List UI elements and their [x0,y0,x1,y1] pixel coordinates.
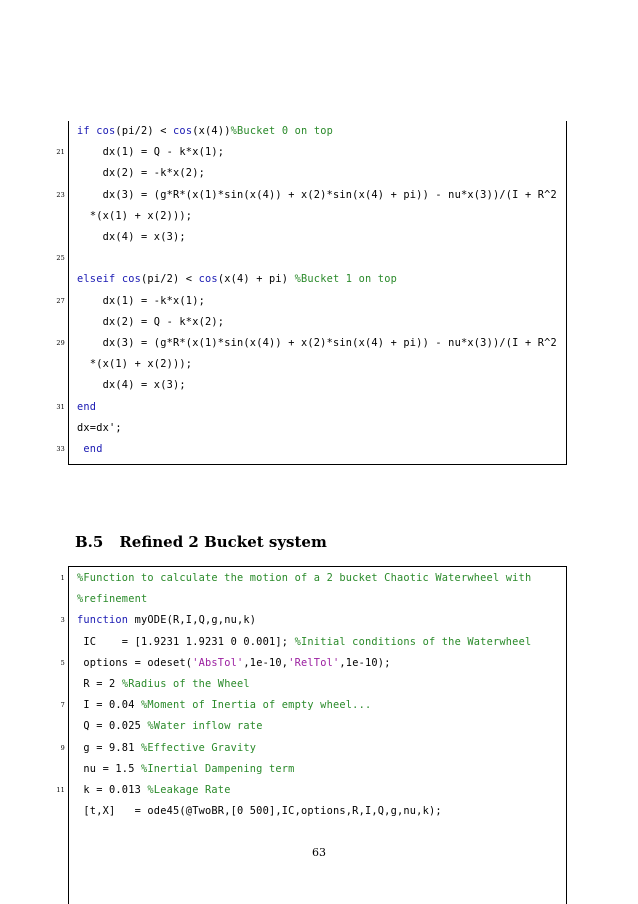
code-indent [77,379,103,391]
code-line [60,610,566,631]
code-keyword: cos [198,273,218,286]
code-indent [77,231,103,243]
code-line [56,333,566,354]
code-line [69,375,566,396]
code-keyword: cos [96,125,116,137]
code-line [56,142,566,163]
code-comment: %Bucket 1 on top [294,273,397,286]
code-comment: %refinement [77,593,148,606]
code-token: (pi/2) < [141,273,199,286]
code-token: dx(2) = -k*x(2); [102,167,205,180]
code-token: dx(3) = (g*R*(x(1)*sin(x(4)) + x(2)*sin(x(4) + pi)) - nu*x(3))/(I + R^2 [102,188,557,201]
code-line [56,439,566,460]
code-keyword: function [77,614,129,627]
code-line [69,632,566,653]
code-text [77,397,96,418]
code-text [77,610,256,631]
code-text [77,121,333,142]
code-token: (pi/2) < [115,125,174,137]
line-number: 7 [60,701,65,710]
code-line [69,674,566,695]
code-line [60,568,566,589]
code-keyword: end [77,400,97,413]
code-text [77,142,224,163]
code-indent [77,167,103,179]
code-line [69,269,566,290]
code-text [77,589,147,610]
code-comment: %Initial conditions of the Waterwheel [294,635,532,648]
code-line [69,801,566,822]
line-number: 11 [56,786,65,794]
code-line [69,227,566,248]
code-token: *(x(1) + x(2))); [89,209,193,222]
code-line [56,780,566,801]
code-comment: %Effective Gravity [141,741,257,754]
line-number: 27 [56,296,65,305]
code-indent [77,337,103,349]
code-line [56,397,566,418]
code-comment: %Inertial Dampening term [141,762,295,775]
code-text [77,674,250,695]
code-text [77,632,531,653]
code-comment: %Water inflow rate [147,720,263,733]
code-text [77,312,224,333]
code-listing-1 [56,121,567,465]
line-number: 5 [60,658,65,667]
code-indent [77,358,90,370]
code-comment: %Bucket 0 on top [230,125,334,137]
code-line [69,589,566,610]
code-text [77,759,295,780]
code-text [77,206,192,227]
code-line [60,695,566,716]
line-number: 21 [56,148,65,157]
code-token: dx(1) = Q - k*x(1); [102,146,225,159]
code-indent [77,146,103,158]
code-text [77,227,186,248]
code-keyword: cos [173,125,193,137]
code-token: IC = [1.9231 1.9231 0 0.001]; [83,635,295,648]
code-line [60,738,566,759]
line-number: 3 [60,616,65,625]
page-number: 63 [312,846,326,859]
code-line [56,291,566,312]
line-number: 1 [60,574,65,582]
code-indent [77,295,103,307]
code-line [69,759,566,780]
code-indent [77,189,103,201]
code-token: dx(4) = x(3); [102,379,186,392]
code-line [69,206,566,227]
code-comment: %Function to calculate the motion of a 2 bucket Chaotic Waterwheel with [77,572,532,584]
code-token: myODE(R,I,Q,g,nu,k) [128,614,257,627]
code-text [77,418,122,439]
code-comment: %Moment of Inertia of empty wheel... [141,699,372,712]
code-line [56,248,566,269]
code-text [77,716,263,737]
line-number: 33 [56,445,65,453]
code-token: dx(2) = Q - k*x(2); [102,315,225,328]
line-number: 25 [56,254,65,263]
line-number: 29 [56,339,65,347]
code-token: (x(4)) [192,125,231,137]
code-line [69,121,566,142]
code-keyword: elseif [77,273,116,286]
code-text [77,568,531,589]
code-token: dx(4) = x(3); [102,231,186,243]
code-text [77,185,557,206]
code-token: I = 0.04 [83,699,141,712]
code-line [69,163,566,184]
code-line [60,653,566,674]
code-token: *(x(1) + x(2))); [89,358,193,371]
code-string: 'AbsTol' [192,656,244,669]
code-line [69,354,566,375]
code-token: options = odeset( [83,656,193,669]
code-text [77,333,557,354]
code-string: 'RelTol' [288,656,340,669]
code-line [56,185,566,206]
code-text [77,291,205,312]
code-comment: %Leakage Rate [147,784,231,796]
code-indent [77,210,90,222]
code-text [77,354,192,375]
code-text [77,439,103,460]
code-keyword: cos [121,273,142,286]
code-text [77,780,231,801]
code-token: [t,X] = ode45(@TwoBR,[0 500],IC,options,R,I,Q,g,nu,k); [83,805,442,818]
code-comment: %Radius of the Wheel [121,678,250,690]
code-text [77,163,205,184]
code-text [77,695,371,716]
line-number: 9 [60,743,65,752]
code-token: dx=dx'; [77,421,122,434]
code-text [77,801,442,822]
code-token: ,1e-10); [339,656,391,669]
line-number: 23 [56,190,65,199]
code-token: dx(1) = -k*x(1); [102,294,205,307]
code-keyword: end [83,443,103,455]
code-text [77,653,391,674]
code-indent [77,316,103,328]
code-token: nu = 1.5 [83,762,141,775]
code-line [69,716,566,737]
code-token: R = 2 [83,678,122,690]
code-token: dx(3) = (g*R*(x(1)*sin(x(4)) + x(2)*sin(x(4) + pi)) - nu*x(3))/(I + R^2 [102,337,557,349]
code-token: k = 0.013 [83,784,148,796]
code-text [77,269,397,290]
code-keyword: if [77,125,90,137]
line-number: 31 [56,402,65,411]
code-line [69,418,566,439]
code-line [69,312,566,333]
code-token: ,1e-10, [243,656,289,669]
section-heading [75,533,327,551]
section-title: Refined 2 Bucket system [119,533,327,551]
code-text [77,738,256,759]
section-number: B.5 [75,533,104,551]
code-text [77,375,186,396]
code-token: Q = 0.025 [83,720,148,733]
code-token: (x(4) + pi) [217,273,295,286]
code-token: g = 9.81 [83,741,141,754]
